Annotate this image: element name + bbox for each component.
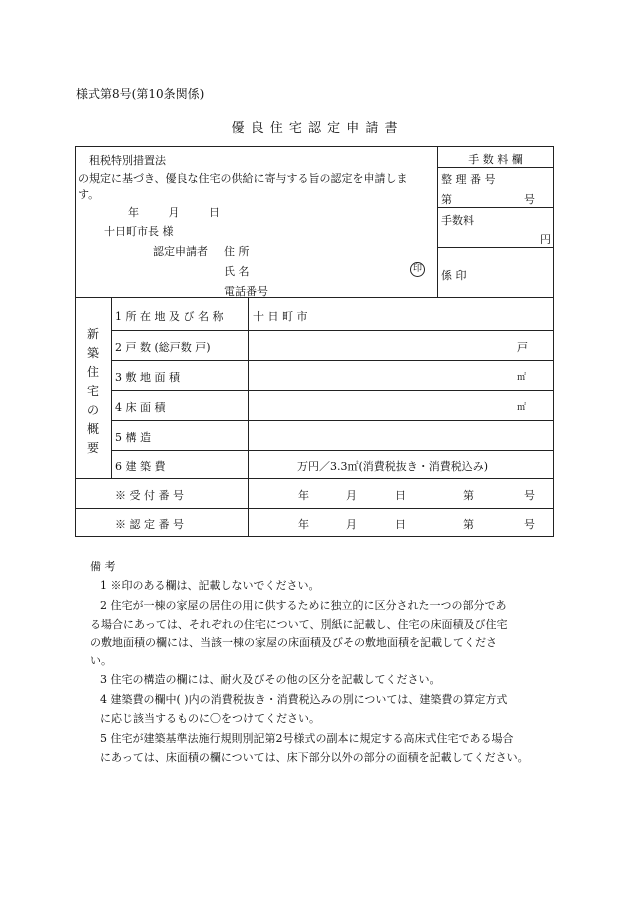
notes-heading: 備 考: [90, 560, 116, 573]
cert-month: 月: [346, 518, 357, 531]
receipt-day: 日: [395, 489, 406, 502]
page-title: 優 良 住 宅 認 定 申 請 書: [231, 121, 399, 136]
row-label-location: 1 所 在 地 及 び 名 称: [115, 310, 224, 323]
vertical-char: 新: [86, 327, 99, 341]
law-name: 租税特別措置法: [89, 154, 166, 167]
row-value-location: 十 日 町 市: [253, 310, 308, 323]
note-line: 3 住宅の構造の欄には、耐火及びその他の区分を記載してください。: [100, 673, 441, 686]
fee-unit: 円: [540, 233, 551, 246]
cert-go: 号: [524, 518, 535, 531]
receipt-year: 年: [298, 489, 309, 502]
rule: [75, 508, 554, 509]
overview-vertical-label: [86, 325, 100, 458]
receipt-number-label: ※ 受 付 番 号: [115, 489, 184, 502]
fee-label: 手数料: [441, 214, 474, 227]
note-line: 4 建築費の欄中( )内の消費税抜き・消費税込みの別については、建築費の算定方式: [100, 693, 508, 706]
note-line: の敷地面積の欄には、当該一棟の家屋の床面積及びその敷地面積を記載してくださ: [90, 636, 497, 649]
rule: [437, 167, 554, 168]
rule: [111, 330, 554, 331]
note-line: 5 住宅が建築基準法施行規則別記第2号様式の副本に規定する高床式住宅である場合: [100, 732, 514, 745]
rule: [437, 207, 554, 208]
ref-number-label: 整 理 番 号: [441, 173, 496, 186]
vertical-char: 概: [86, 422, 99, 436]
vertical-char: 築: [86, 346, 99, 360]
addressee: 十日町市長 様: [104, 225, 174, 238]
rule: [437, 247, 554, 248]
date-line: 年 月 日: [128, 206, 220, 219]
applicant-label: 認定申請者: [153, 245, 208, 258]
row-unit-floor-area: ㎡: [517, 403, 527, 413]
row-label-structure: 5 構 造: [115, 431, 151, 444]
rule: [75, 297, 554, 298]
note-line: にあっては、床面積の欄については、床下部分以外の部分の面積を記載してください。: [100, 751, 529, 764]
note-line: に応じ該当するものに〇をつけてください。: [100, 712, 320, 725]
receipt-go: 号: [524, 489, 535, 502]
note-line: い。: [90, 654, 112, 667]
ref-number-dai: 第: [441, 193, 452, 206]
fee-box-header: 手 数 料 欄: [468, 153, 523, 166]
row-label-units: 2 戸 数 (総戸数 戸): [115, 341, 211, 354]
stamp-label: 係 印: [441, 269, 467, 282]
cert-day: 日: [395, 518, 406, 531]
ref-number-go: 号: [524, 193, 535, 206]
phone-label: 電話番号: [224, 285, 268, 298]
rule: [111, 450, 554, 451]
cert-year: 年: [298, 518, 309, 531]
note-line: 2 住宅が一棟の家屋の居住の用に供するために独立的に区分された一つの部分であ: [100, 599, 507, 612]
seal-mark: 印: [410, 262, 425, 277]
row-label-site-area: 3 敷 地 面 積: [115, 371, 180, 384]
vertical-char: 宅: [86, 384, 99, 398]
rule: [111, 420, 554, 421]
rule: [111, 390, 554, 391]
cert-number-label: ※ 認 定 番 号: [115, 518, 184, 531]
statement-line-2: す。: [78, 188, 100, 201]
vertical-char: 住: [86, 365, 99, 379]
fee-column-divider: [437, 146, 438, 297]
note-line: る場合にあっては、それぞれの住宅について、別紙に記載し、住宅の床面積及び住宅: [90, 618, 508, 631]
note-line: 1 ※印のある欄は、記載しないでください。: [100, 579, 320, 592]
form-number: 様式第8号(第10条関係): [76, 87, 205, 101]
row-label-construction-cost: 6 建 築 費: [115, 460, 166, 473]
row-unit-units: 戸: [517, 341, 528, 354]
address-label: 住 所: [224, 245, 250, 258]
receipt-month: 月: [346, 489, 357, 502]
row-value-construction-cost: 万円／3.3㎡(消費税抜き・消費税込み): [297, 460, 489, 473]
cert-dai: 第: [463, 518, 474, 531]
vertical-char: の: [86, 403, 99, 417]
overview-value-divider: [248, 297, 249, 537]
row-label-floor-area: 4 床 面 積: [115, 401, 166, 414]
vertical-char: 要: [86, 441, 99, 455]
row-unit-site-area: ㎡: [517, 373, 527, 383]
name-label: 氏 名: [224, 265, 250, 278]
rule: [75, 478, 554, 479]
statement-line-1: の規定に基づき、優良な住宅の供給に寄与する旨の認定を申請しま: [78, 172, 408, 185]
receipt-dai: 第: [463, 489, 474, 502]
rule: [111, 360, 554, 361]
